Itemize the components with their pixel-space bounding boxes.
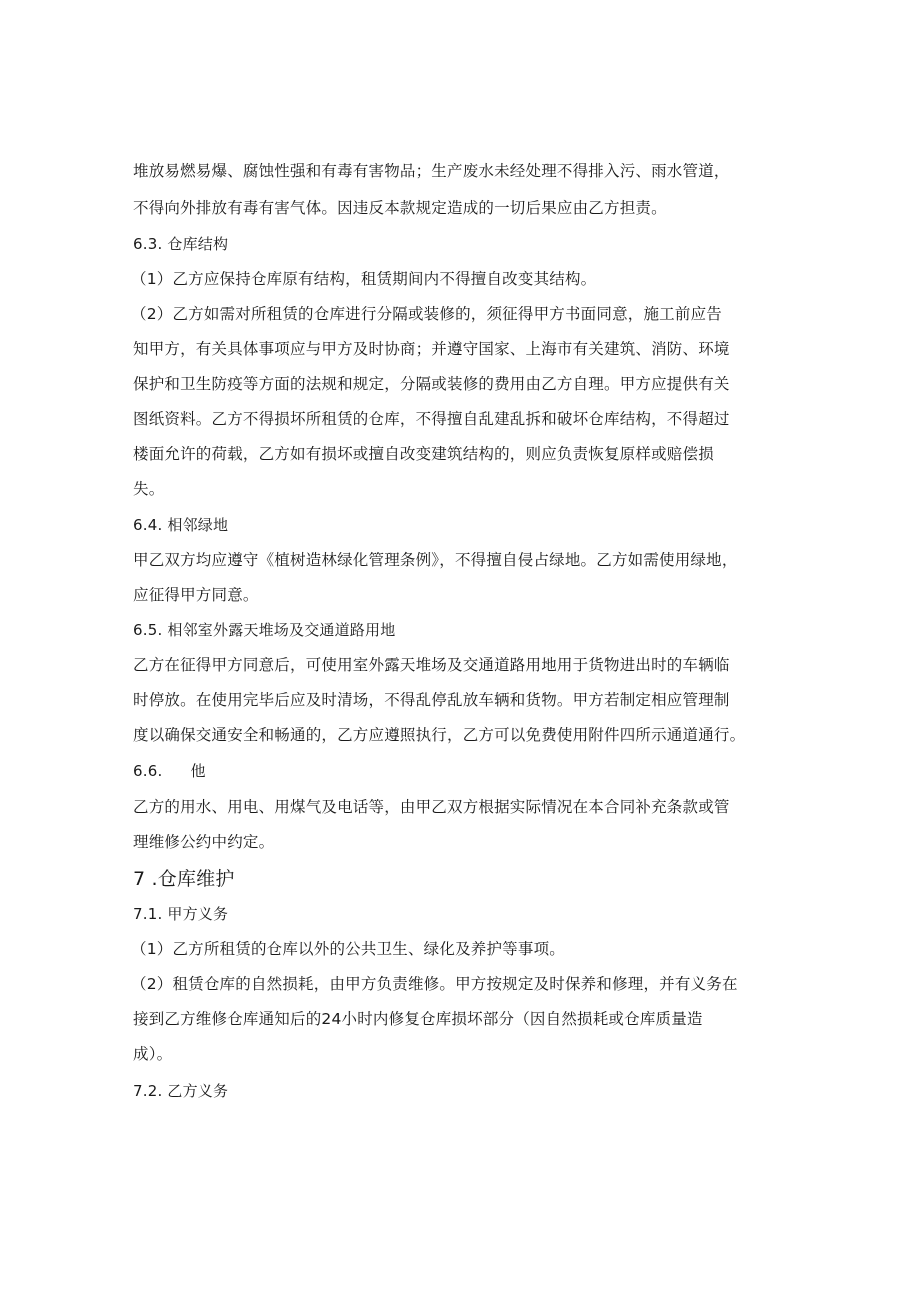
list-item-line: 知甲方，有关具体事项应与甲方及时协商；并遵守国家、上海市有关建筑、消防、环境 (133, 340, 730, 358)
chapter-heading-7: 7 .仓库维护 (133, 868, 235, 890)
list-item-line: 图纸资料。乙方不得损坏所租赁的仓库，不得擅自乱建乱拆和破坏仓库结构，不得超过 (133, 410, 730, 428)
list-item-line: （1）乙方应保持仓库原有结构，租赁期间内不得擅自改变其结构。 (131, 270, 597, 288)
paragraph-line: 乙方在征得甲方同意后，可使用室外露天堆场及交通道路用地用于货物进出时的车辆临 (133, 656, 730, 674)
paragraph-line: 堆放易燃易爆、腐蚀性强和有毒有害物品；生产废水未经处理不得排入污、雨水管道， (133, 162, 730, 180)
section-title: 他 (190, 762, 206, 780)
paragraph-line: 甲乙双方均应遵守《植树造林绿化管理条例》，不得擅自侵占绿地。乙方如需使用绿地， (133, 551, 738, 569)
section-heading-6-3: 6.3. 仓库结构 (133, 235, 229, 253)
section-heading-7-1: 7.1. 甲方义务 (133, 905, 229, 923)
paragraph-line: 时停放。在使用完毕后应及时清场，不得乱停乱放车辆和货物。甲方若制定相应管理制 (133, 691, 730, 709)
list-item-line: （2）乙方如需对所租赁的仓库进行分隔或装修的，须征得甲方书面同意，施工前应告 (131, 305, 722, 323)
paragraph-line: 乙方的用水、用电、用煤气及电话等，由甲乙双方根据实际情况在本合同补充条款或管 (133, 798, 730, 816)
section-heading-6-4: 6.4. 相邻绿地 (133, 516, 229, 534)
paragraph-line: 不得向外排放有毒有害气体。因违反本款规定造成的一切后果应由乙方担责。 (133, 199, 667, 217)
section-number: 6.6. (133, 762, 163, 780)
list-item-line: 成）。 (133, 1045, 173, 1063)
section-heading-6-5: 6.5. 相邻室外露天堆场及交通道路用地 (133, 621, 396, 639)
paragraph-line: 理维修公约中约定。 (133, 833, 275, 851)
paragraph-line: 应征得甲方同意。 (133, 586, 259, 604)
list-item-line: （1）乙方所租赁的仓库以外的公共卫生、绿化及养护等事项。 (131, 940, 565, 958)
list-item-line: 接到乙方维修仓库通知后的24小时内修复仓库损坏部分（因自然损耗或仓库质量造 (133, 1010, 703, 1028)
list-item-line: 保护和卫生防疫等方面的法规和规定，分隔或装修的费用由乙方自理。甲方应提供有关 (133, 375, 730, 393)
list-item-line: （2）租赁仓库的自然损耗，由甲方负责维修。甲方按规定及时保养和修理，并有义务在 (131, 975, 738, 993)
list-item-line: 楼面允许的荷载，乙方如有损坏或擅自改变建筑结构的，则应负责恢复原样或赔偿损 (133, 445, 714, 463)
section-heading-7-2: 7.2. 乙方义务 (133, 1082, 229, 1100)
paragraph-line: 度以确保交通安全和畅通的，乙方应遵照执行，乙方可以免费使用附件四所示通道通行。 (133, 726, 746, 744)
list-item-line: 失。 (133, 480, 165, 498)
section-heading-6-6 (133, 760, 206, 782)
